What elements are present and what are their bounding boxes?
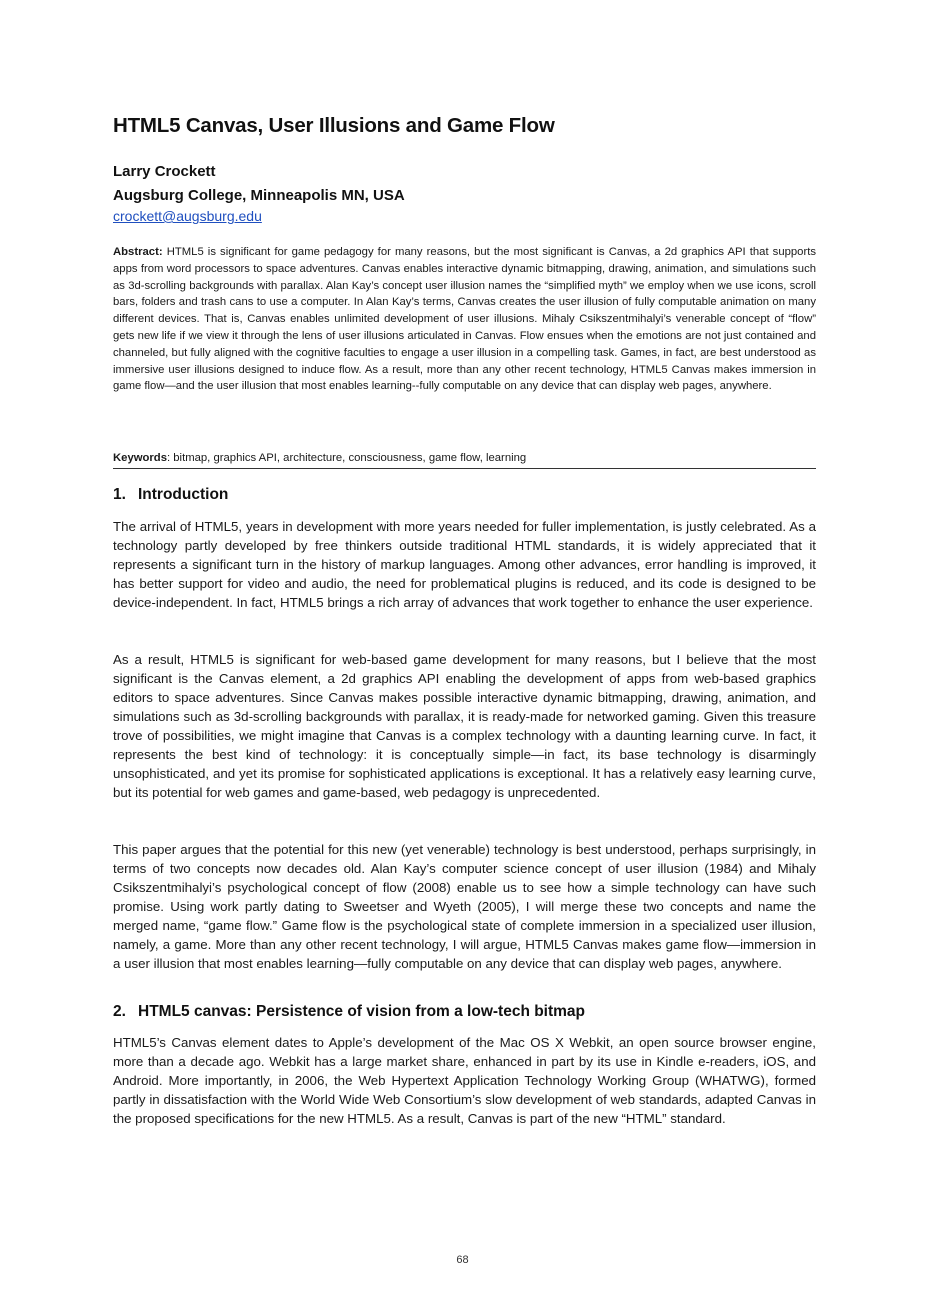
paper-title: HTML5 Canvas, User Illusions and Game Flow	[113, 114, 555, 137]
paragraph: The arrival of HTML5, years in development with more years needed for fuller implementation, is justly celebrated. As a technology partly developed by free thinkers outside traditional HTML standards, it is widely appreciated that it represents a significant turn in the history of markup languages. Among other advances, error handling is improved, it has better support for video and audio, the need for problematical plugins is reduced, and its code is designed to be device-independent. In fact, HTML5 brings a rich array of advances that work together to enhance the user experience.	[113, 519, 816, 611]
section-title: HTML5 canvas: Persistence of vision from a low-tech bitmap	[138, 1003, 586, 1020]
abstract-text: HTML5 is significant for game pedagogy for many reasons, but the most significant is Canvas, a 2d graphics API that supports apps from word processors to space adventures. Canvas enables interactive dynamic bitmapping, drawing, animation, and simulations such as 3d-scrolling backgrounds with parallax. Alan Kay’s concept user illusion names the “simplified myth” we employ when we use icons, scroll bars, folders and trash cans to use a computer. In Alan Kay’s terms, Canvas creates the user illusion of fully computable animation on many different devices. That is, Canvas enables unlimited development of user illusions. Mihaly Csikszentmihalyi’s venerable concept of “flow” gets new life if we view it through the lens of user illusions articulated in Canvas. Flow ensues when the emotions are not just contained and channeled, but fully aligned with the cognitive faculties to engage a user illusion in a compelling task. Games, in fact, are best understood as immersive user illusions designed to induce flow. As a result, more than any other recent technology, HTML5 Canvas makes immersion in game flow—and the user illusion that most enables learning--fully computable on any device that can display web pages, anywhere.	[113, 246, 817, 393]
keywords-text: : bitmap, graphics API, architecture, consciousness, game flow, learning	[167, 452, 527, 464]
section-number: 1.	[113, 486, 126, 503]
paragraph: HTML5’s Canvas element dates to Apple’s development of the Mac OS X Webkit, an open source browser engine, more than a decade ago. Webkit has a large market share, enhanced in part by its use in Kindle e-readers, iOS, and Android. More importantly, in 2006, the Web Hypertext Application Technology Working Group (WHATWG), formed partly in dissatisfaction with the World Wide Web Consortium’s slow development of web standards, adapted Canvas in the proposed specifications for the new HTML5. As a result, Canvas is part of the new “HTML” standard.	[113, 1035, 816, 1127]
author-affiliation: Augsburg College, Minneapolis MN, USA	[113, 187, 405, 204]
keywords-label: Keywords	[113, 452, 167, 464]
abstract-divider	[113, 468, 816, 469]
abstract-block	[113, 244, 816, 395]
paragraph: As a result, HTML5 is significant for web-based game development for many reasons, but I believe that the most significant is the Canvas element, a 2d graphics API enabling the development of apps from web-based graphics editors to space adventures. Since Canvas makes possible interactive dynamic bitmapping, drawing, animation, and simulations such as 3d-scrolling backgrounds with parallax, it is ready-made for networked gaming. Given this treasure trove of possibilities, we might imagine that Canvas is a complex technology with a daunting learning curve. In fact, it represents the best kind of technology: it is conceptually simple—in fact, its base technology is disarmingly unsophisticated, and yet its promise for sophisticated applications is exceptional. It has a relatively easy learning curve, but its potential for web games and game-based, web pedagogy is unprecedented.	[113, 652, 816, 801]
page-number: 68	[456, 1254, 469, 1266]
section-number: 2.	[113, 1003, 126, 1020]
section-heading-html5-canvas	[113, 1003, 585, 1021]
section-title: Introduction	[138, 486, 229, 503]
paragraph: This paper argues that the potential for this new (yet venerable) technology is best understood, perhaps surprisingly, in terms of two concepts now decades old. Alan Kay’s computer science concept of user illusion (1984) and Mihaly Csikszentmihalyi’s psychological concept of flow (2008) enable us to see how a simple technology can have such promise. Using work partly dating to Sweetser and Wyeth (2005), I will merge these two concepts and name the merged name, “game flow.” Game flow is the psychological state of complete immersion in a specialized user illusion, namely, a game. More than any other recent technology, I will argue, HTML5 Canvas makes game flow—immersion in a user illusion that most enables learning—fully computable on any device that can display web pages, anywhere.	[113, 842, 816, 972]
abstract-label: Abstract:	[113, 246, 163, 258]
author-email-link[interactable]: crockett@augsburg.edu	[113, 208, 262, 224]
author-name: Larry Crockett	[113, 163, 216, 180]
section-heading-introduction	[113, 486, 228, 504]
keywords-block	[113, 450, 816, 466]
